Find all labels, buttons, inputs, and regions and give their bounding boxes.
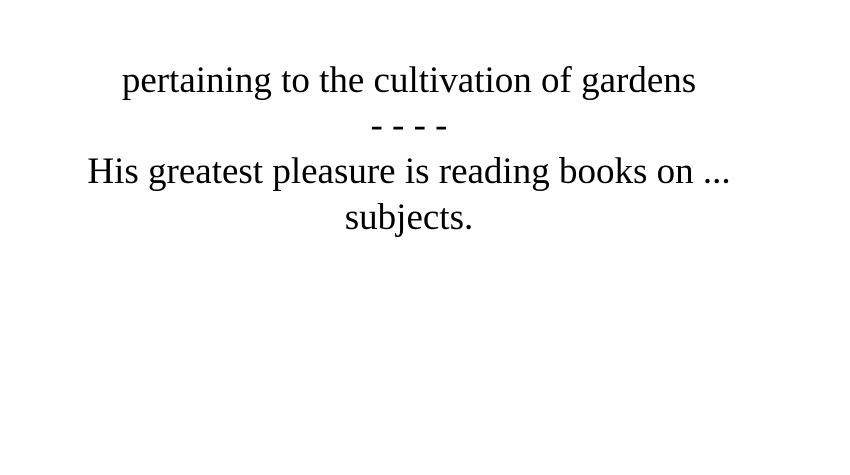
example-sentence-line-1: His greatest pleasure is reading books on ... — [87, 151, 731, 192]
definition-text: pertaining to the cultivation of gardens — [121, 60, 697, 101]
separator-text: - - - - — [370, 105, 448, 146]
example-sentence-line-2: subjects. — [344, 197, 474, 238]
